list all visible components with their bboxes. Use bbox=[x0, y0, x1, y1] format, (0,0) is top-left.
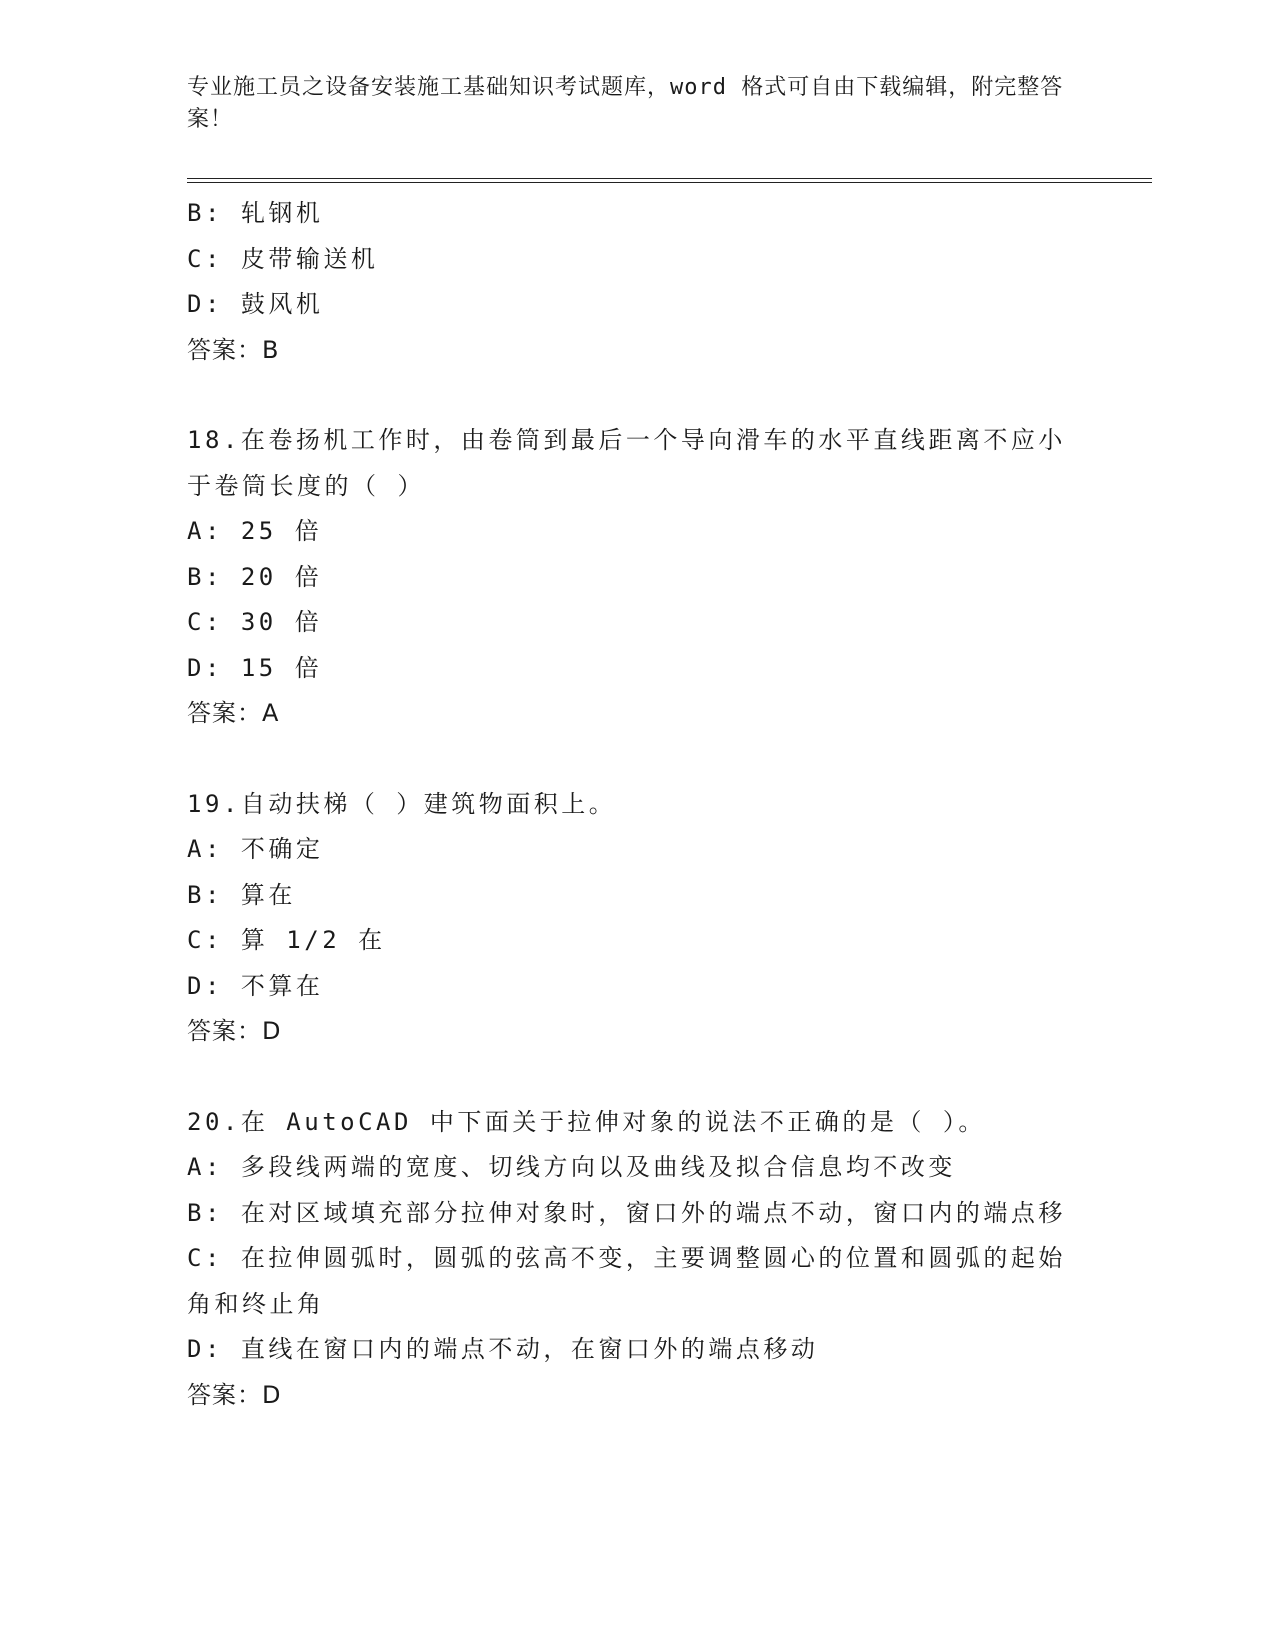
option-a: A: 多段线两端的宽度、切线方向以及曲线及拟合信息均不改变 bbox=[187, 1153, 956, 1181]
page-header-title: 专业施工员之设备安装施工基础知识考试题库，word 格式可自由下载编辑，附完整答案！ bbox=[187, 75, 1064, 132]
header-divider bbox=[187, 178, 1152, 183]
option-b: B: 轧钢机 bbox=[187, 199, 324, 227]
answer-line: 答案：A bbox=[187, 699, 280, 727]
option-d: D: 不算在 bbox=[187, 971, 324, 1000]
option-a: A: 25 倍 bbox=[187, 517, 323, 545]
option-b: B: 20 倍 bbox=[187, 562, 323, 591]
option-d: D: 鼓风机 bbox=[187, 290, 324, 318]
option-a: A: 不确定 bbox=[187, 835, 324, 863]
answer-line: 答案：B bbox=[187, 335, 280, 364]
answer-line: 答案：D bbox=[187, 1017, 282, 1045]
question-block-17 bbox=[187, 191, 1087, 373]
option-c: C: 算 1/2 在 bbox=[187, 926, 386, 954]
option-d: D: 15 倍 bbox=[187, 653, 323, 682]
option-b: B: 在对区域填充部分拉伸对象时，窗口外的端点不动，窗口内的端点移 bbox=[187, 1198, 1066, 1227]
option-d: D: 直线在窗口内的端点不动，在窗口外的端点移动 bbox=[187, 1335, 819, 1363]
question-text: 19.自动扶梯（ ）建筑物面积上。 bbox=[187, 789, 617, 818]
question-block-19 bbox=[187, 782, 1087, 1055]
question-text: 20.在 AutoCAD 中下面关于拉伸对象的说法不正确的是（ ）。 bbox=[187, 1107, 986, 1136]
question-block-20 bbox=[187, 1100, 1087, 1419]
option-b: B: 算在 bbox=[187, 880, 296, 909]
option-c: C: 30 倍 bbox=[187, 608, 323, 636]
question-text: 18.在卷扬机工作时，由卷筒到最后一个导向滑车的水平直线距离不应小于卷筒长度的（ ） bbox=[187, 426, 1066, 500]
question-list bbox=[187, 191, 1087, 1418]
option-c: C: 在拉伸圆弧时，圆弧的弦高不变，主要调整圆心的位置和圆弧的起始角和终止角 bbox=[187, 1244, 1066, 1318]
option-c: C: 皮带输送机 bbox=[187, 244, 379, 273]
question-block-18 bbox=[187, 418, 1087, 737]
answer-line: 答案：D bbox=[187, 1380, 282, 1409]
